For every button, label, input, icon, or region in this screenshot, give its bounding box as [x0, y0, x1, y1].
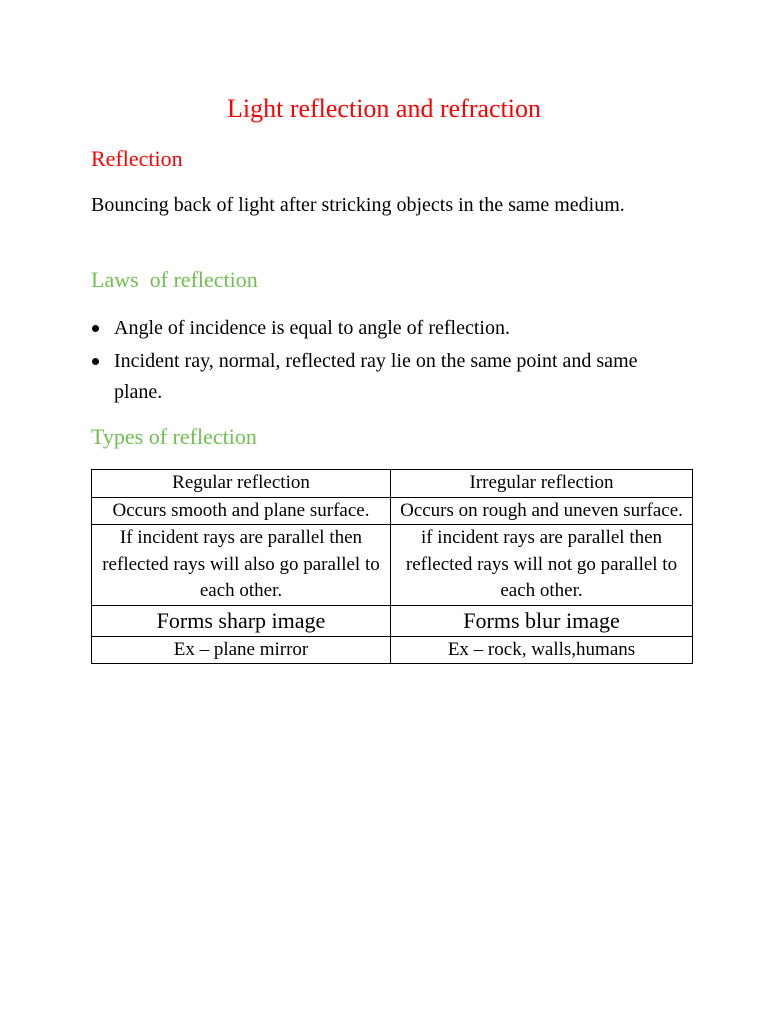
table-cell: Forms sharp image [92, 605, 391, 636]
table-header-cell: Regular reflection [92, 470, 391, 498]
types-table [91, 469, 693, 664]
list-item [91, 346, 671, 408]
list-item [91, 313, 671, 344]
table-row [92, 605, 693, 636]
table-cell: if incident rays are parallel then reflected rays will not go parallel to each other. [391, 525, 693, 606]
law-text: Incident ray, normal, reflected ray lie on the same point and same plane. [114, 350, 638, 403]
table-row [92, 525, 693, 606]
laws-heading: Laws of reflection [91, 267, 258, 292]
bullet-icon [92, 325, 99, 332]
table-cell: Occurs smooth and plane surface. [92, 497, 391, 525]
table-cell: Forms blur image [391, 605, 693, 636]
table-header-cell: Irregular reflection [391, 470, 693, 498]
document-title: Light reflection and refraction [226, 94, 542, 123]
table-row [92, 636, 693, 664]
table-row [92, 497, 693, 525]
laws-list [91, 313, 671, 410]
reflection-definition: Bouncing back of light after stricking objects in the same medium. [91, 194, 625, 216]
law-text: Angle of incidence is equal to angle of reflection. [114, 317, 510, 339]
table-cell: If incident rays are parallel then reflected rays will also go parallel to each other. [92, 525, 391, 606]
table-cell: Ex – plane mirror [92, 636, 391, 664]
types-heading: Types of reflection [91, 424, 257, 449]
table-cell: Occurs on rough and uneven surface. [391, 497, 693, 525]
table-header-row [92, 470, 693, 498]
table-cell: Ex – rock, walls,humans [391, 636, 693, 664]
reflection-heading: Reflection [91, 146, 183, 171]
bullet-icon [92, 358, 99, 365]
